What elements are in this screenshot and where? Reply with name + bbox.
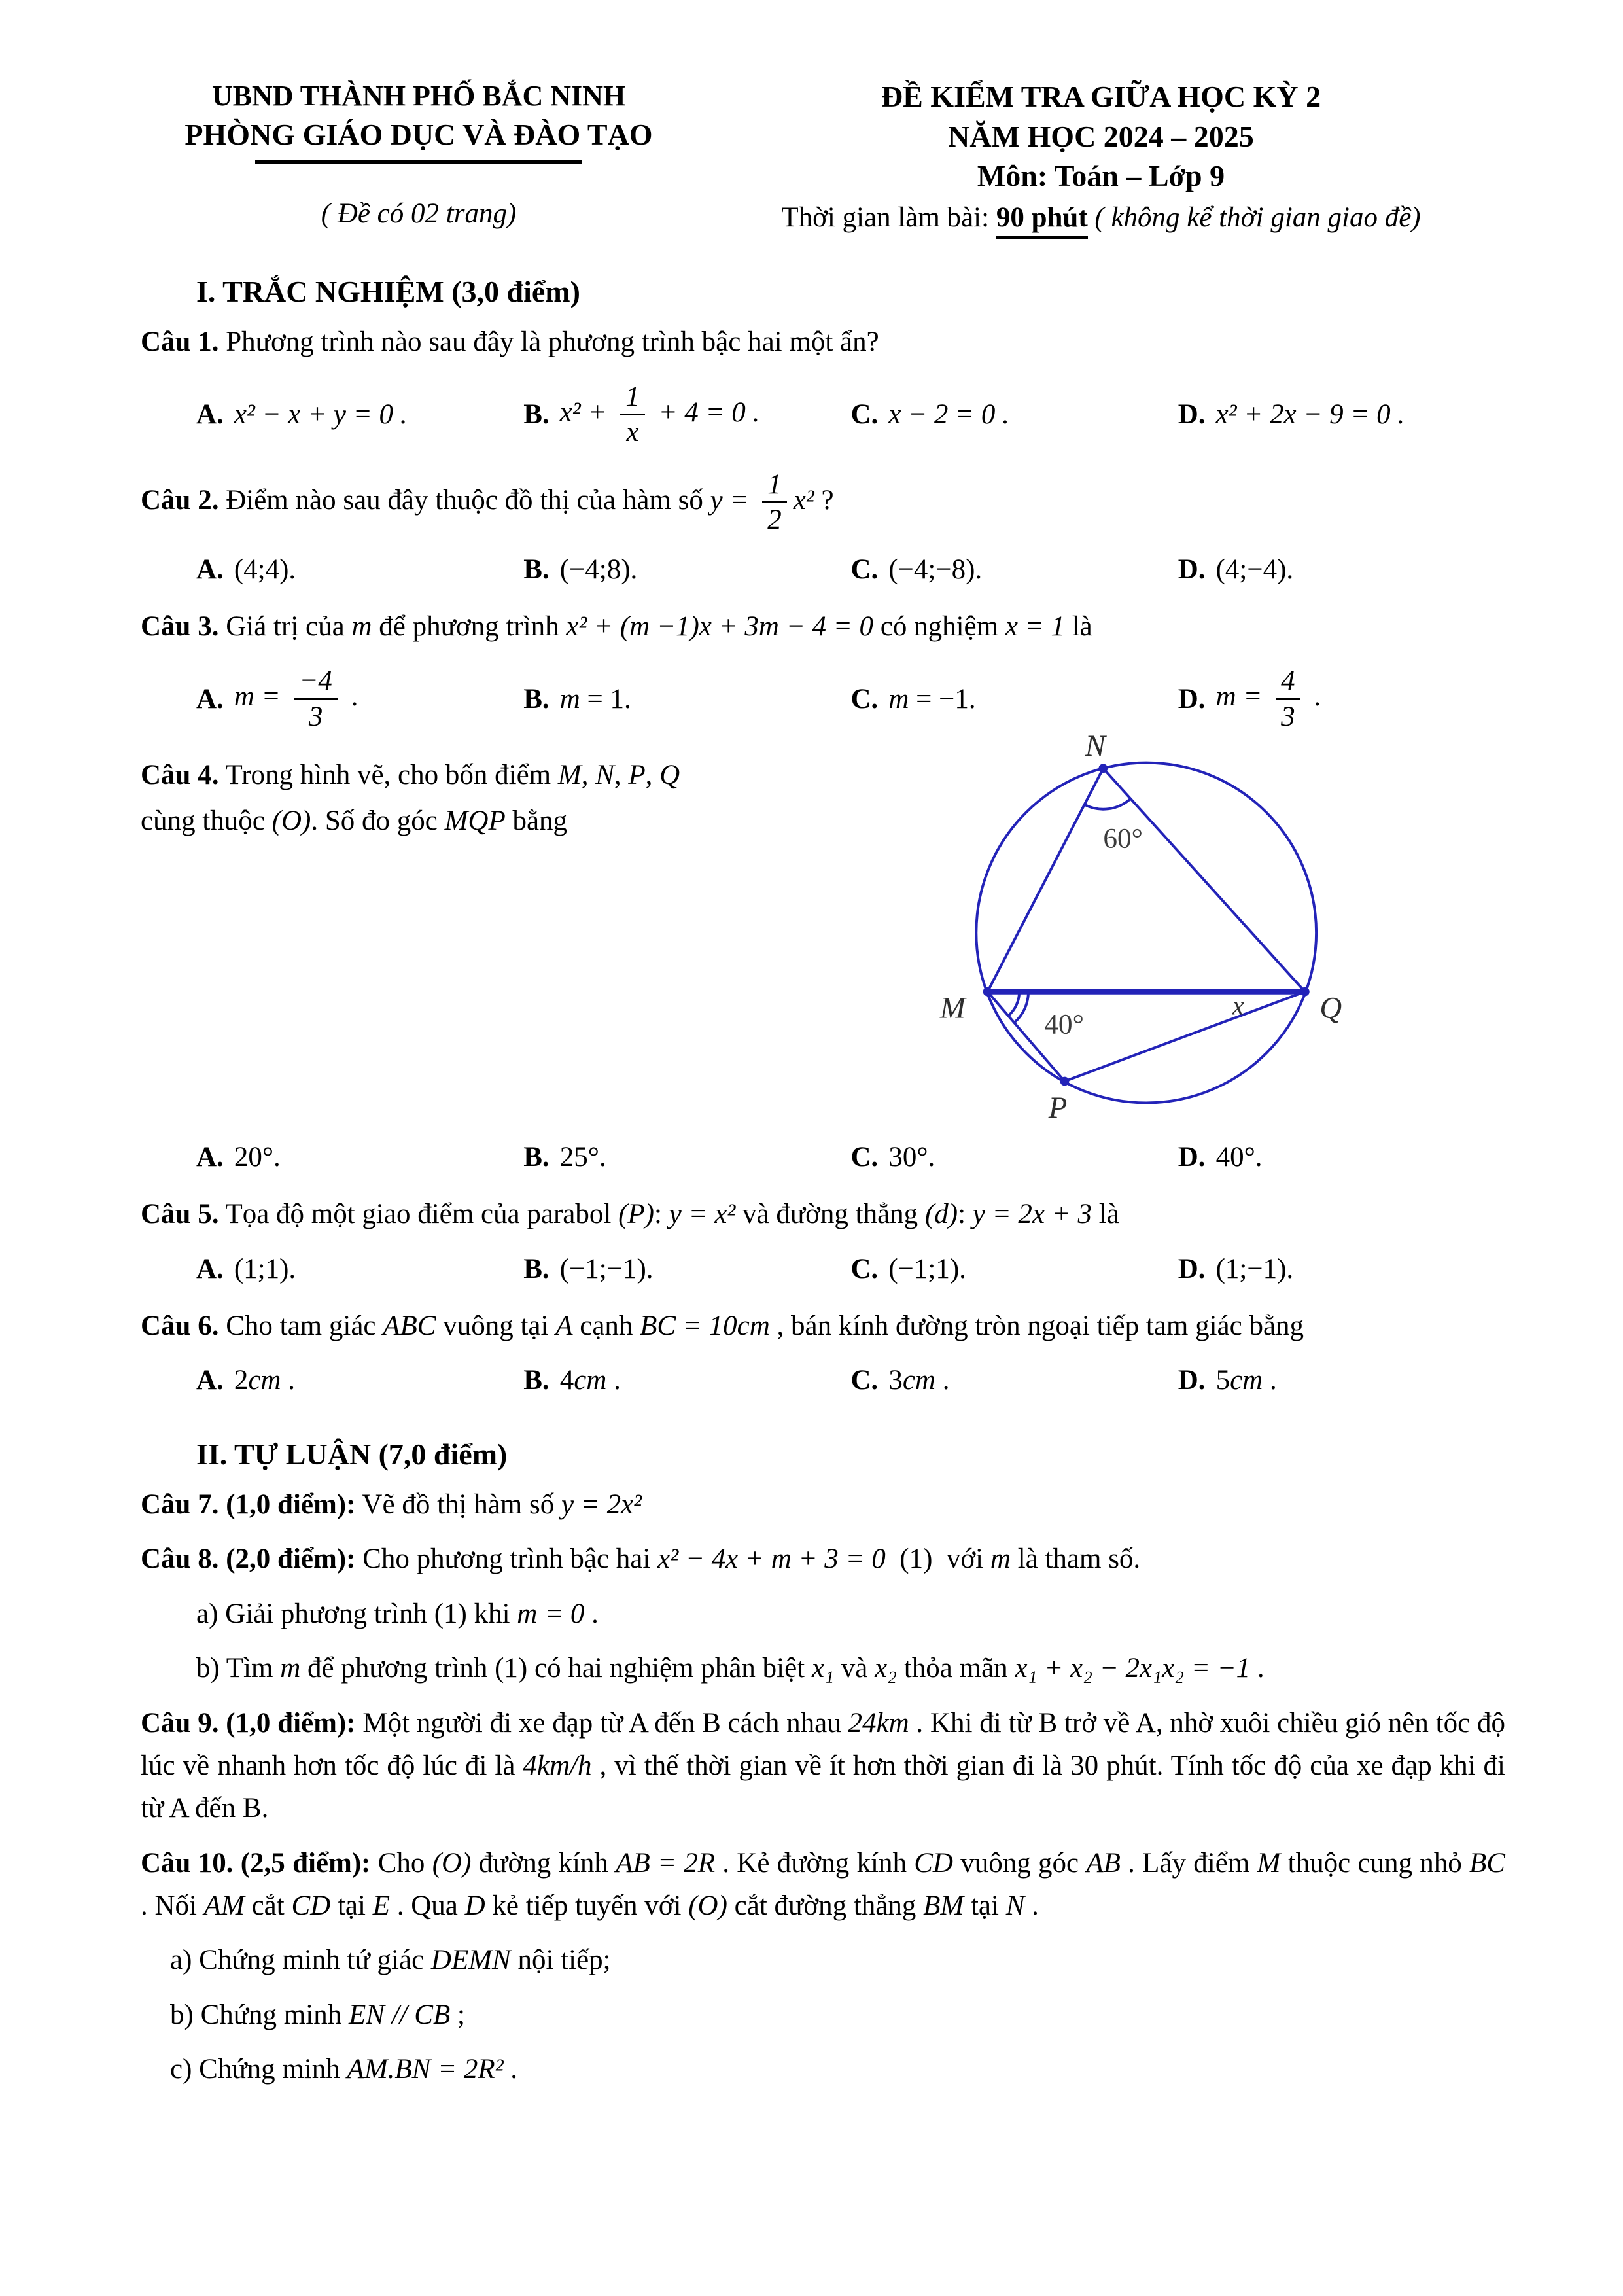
- q8-part-b: [196, 1647, 1505, 1689]
- option-letter: B.: [523, 1253, 550, 1284]
- text-segment: Câu 8. (2,0 điểm):: [141, 1544, 356, 1575]
- text-segment: và đường thẳng: [735, 1199, 925, 1230]
- text-segment: y = x²: [669, 1199, 736, 1230]
- text-segment: Câu 1.: [141, 327, 219, 358]
- text-segment: Trong hình vẽ, cho bốn điểm: [218, 760, 558, 791]
- q6-option-a: [196, 1364, 523, 1396]
- q4-stem-line2: [141, 798, 931, 844]
- q1-option-b: [523, 381, 850, 449]
- q5-option-c: [851, 1253, 1178, 1285]
- text-segment: Q: [659, 760, 680, 791]
- text-segment: b) Tìm: [196, 1653, 281, 1684]
- text-segment: E: [372, 1890, 390, 1921]
- q2-stem: [141, 468, 1505, 537]
- text-segment: BM: [923, 1890, 964, 1921]
- option-text: [560, 554, 638, 586]
- text-segment: .: [584, 1598, 599, 1629]
- text-segment: (−4;−8).: [888, 554, 983, 585]
- circle-figure: [931, 729, 1384, 1124]
- option-letter: B.: [523, 683, 550, 715]
- q8-part-a: [196, 1593, 1505, 1635]
- time-line: [697, 202, 1505, 234]
- text-segment: cm: [248, 1365, 281, 1396]
- text-segment: :: [958, 1199, 973, 1230]
- text-segment: (O): [432, 1847, 472, 1879]
- option-text: [1216, 1364, 1277, 1396]
- q3-option-b: [523, 683, 850, 715]
- text-segment: MQP: [444, 805, 506, 836]
- point-M: [983, 987, 992, 997]
- text-segment: Câu 7. (1,0 điểm):: [141, 1489, 356, 1521]
- text-segment: (−1;−1).: [559, 1253, 654, 1284]
- option-letter: A.: [196, 554, 224, 585]
- text-segment: .: [1250, 1653, 1265, 1684]
- q10-part-a: [170, 1939, 1505, 1981]
- text-segment: 4: [559, 1365, 574, 1396]
- text-segment: y = 2x + 3: [972, 1199, 1092, 1230]
- option-text: [1216, 398, 1405, 431]
- text-segment: D: [464, 1890, 485, 1921]
- text-segment: Giá trị của: [218, 610, 352, 642]
- option-text: [234, 554, 296, 586]
- q4-option-c: [851, 1141, 1178, 1173]
- option-text: [560, 1253, 654, 1285]
- option-text: [560, 381, 760, 449]
- text-segment: 20°.: [234, 1142, 281, 1173]
- text-segment: P: [628, 760, 646, 791]
- option-text: [560, 1364, 621, 1396]
- option-letter: D.: [1178, 1142, 1206, 1173]
- option-letter: C.: [850, 1142, 879, 1173]
- text-segment: DEMN: [430, 1945, 511, 1976]
- q5-option-b: [523, 1253, 850, 1285]
- text-segment: Cho tam giác: [218, 1310, 383, 1341]
- text-segment: .: [343, 681, 358, 713]
- text-segment: = 1.: [580, 683, 631, 715]
- text-segment: cm: [574, 1365, 607, 1396]
- option-letter: A.: [196, 1253, 224, 1284]
- angle-arc-N: [1085, 799, 1130, 809]
- text-segment: x = 1: [1005, 610, 1065, 642]
- text-segment: để phương trình (1) có hai nghiệm phân biệt: [300, 1653, 812, 1684]
- option-letter: D.: [1178, 683, 1206, 715]
- figure-labels: [939, 730, 1342, 1125]
- text-segment: Câu 4.: [141, 760, 219, 791]
- text-segment: 3: [888, 1365, 903, 1396]
- text-segment: m =: [234, 681, 288, 713]
- text-segment: y = 2x²: [561, 1489, 642, 1521]
- fraction: $\frac{1}{x}$: [620, 382, 645, 448]
- q10-stem: [141, 1842, 1505, 1928]
- q2-option-d: [1178, 554, 1505, 586]
- text-segment: (1) với: [885, 1544, 990, 1575]
- text-segment: AM.BN = 2R²: [347, 2054, 504, 2085]
- header: [141, 77, 1505, 234]
- text-segment: cùng thuộc: [141, 805, 272, 836]
- option-text: [888, 398, 1009, 431]
- point-Q: [1300, 987, 1310, 997]
- label-M: M: [939, 991, 966, 1025]
- text-segment: 25°.: [559, 1142, 606, 1173]
- q5-option-a: [196, 1253, 523, 1285]
- text-segment: BC: [1469, 1847, 1505, 1879]
- text-segment: thuộc cung nhỏ: [1280, 1847, 1470, 1879]
- text-segment: m: [888, 683, 909, 715]
- q3-stem: [141, 605, 1505, 648]
- option-letter: A.: [196, 1365, 224, 1396]
- text-segment: x₂: [875, 1653, 898, 1684]
- text-segment: là tham số.: [1010, 1544, 1141, 1575]
- q2-option-b: [523, 554, 850, 586]
- q4-stem: [141, 752, 931, 843]
- figure-points: [983, 764, 1310, 1086]
- text-segment: m: [351, 610, 372, 642]
- q1-stem: [141, 321, 1505, 363]
- text-segment: y =: [710, 484, 756, 516]
- option-text: [234, 398, 408, 431]
- option-letter: B.: [523, 554, 550, 585]
- option-letter: D.: [1178, 1253, 1206, 1284]
- text-segment: ,: [581, 760, 596, 791]
- option-text: [234, 665, 358, 733]
- q3-option-c: [851, 683, 1178, 715]
- text-segment: Phương trình nào sau đây là phương trình bậc hai một ẩn?: [218, 327, 879, 358]
- text-segment: ABC: [383, 1310, 436, 1341]
- text-segment: M: [557, 760, 582, 791]
- text-segment: tại: [330, 1890, 373, 1921]
- text-segment: m: [990, 1544, 1011, 1575]
- text-segment: .: [1263, 1365, 1277, 1396]
- text-segment: và: [833, 1653, 875, 1684]
- text-segment: x²: [793, 484, 814, 516]
- text-segment: 4km/h: [523, 1750, 592, 1781]
- text-segment: .: [503, 2054, 518, 2085]
- q4-stem-line1: [141, 752, 931, 798]
- text-segment: .: [1024, 1890, 1039, 1921]
- text-segment: AM: [203, 1890, 245, 1921]
- option-letter: B.: [523, 399, 550, 431]
- option-letter: C.: [850, 1365, 879, 1396]
- fraction: $\frac{1}{2}$: [762, 470, 787, 535]
- text-segment: cm: [902, 1365, 935, 1396]
- text-segment: . Lấy điểm: [1120, 1847, 1257, 1879]
- label-P: P: [1048, 1091, 1068, 1125]
- option-text: [1216, 1141, 1263, 1173]
- point-N: [1098, 764, 1108, 773]
- text-segment: (O): [688, 1890, 727, 1921]
- header-rule: [255, 160, 582, 164]
- option-text: [560, 1141, 606, 1173]
- text-segment: . Nối: [141, 1890, 204, 1921]
- text-segment: EN // CB: [348, 1999, 451, 2030]
- text-segment: Câu 9. (1,0 điểm):: [141, 1707, 356, 1739]
- text-segment: 5: [1215, 1365, 1230, 1396]
- label-angle-40: 40°: [1044, 1009, 1084, 1041]
- text-segment: x² + 2x − 9 = 0 .: [1215, 399, 1405, 431]
- q5-options: [196, 1253, 1505, 1285]
- text-segment: m =: [1215, 681, 1270, 713]
- text-segment: Vẽ đồ thị hàm số: [355, 1489, 561, 1521]
- q4-option-a: [196, 1141, 523, 1173]
- option-text: [1216, 1253, 1294, 1285]
- point-P: [1060, 1077, 1069, 1086]
- text-segment: Điểm nào sau đây thuộc đồ thị của hàm số: [218, 484, 710, 516]
- text-segment: BC = 10cm: [640, 1310, 770, 1341]
- option-text: [234, 1364, 295, 1396]
- q6-stem: [141, 1305, 1505, 1347]
- option-text: [234, 1141, 281, 1173]
- text-segment: cạnh: [572, 1310, 640, 1341]
- text-segment: x² − 4x + m + 3 = 0: [657, 1544, 886, 1575]
- label-angle-60: 60°: [1103, 822, 1143, 855]
- label-Q: Q: [1319, 991, 1342, 1025]
- fraction: $\frac{4}{3}$: [1276, 666, 1300, 732]
- text-segment: thỏa mãn: [897, 1653, 1015, 1684]
- time-duration: 90 phút: [996, 202, 1088, 239]
- text-segment: x − 2 = 0 .: [888, 399, 1009, 431]
- text-segment: (−4;8).: [559, 554, 638, 585]
- text-segment: (O): [271, 805, 311, 836]
- q1-option-a: [196, 398, 523, 431]
- time-note: ( không kể thời gian giao đề): [1087, 202, 1421, 234]
- text-segment: Một người đi xe đạp từ A đến B cách nhau: [355, 1707, 848, 1739]
- q4-block: [141, 729, 1505, 1125]
- option-text: [888, 683, 975, 715]
- q1-option-d: [1178, 398, 1505, 431]
- text-segment: AB = 2R: [616, 1847, 716, 1879]
- text-segment: là: [1064, 610, 1092, 642]
- text-segment: + 4 = 0 .: [651, 397, 760, 428]
- text-segment: , vì thế thời gian về ít hơn thời gian đi là 30 phút. Tính tốc độ của xe đạp khi đi từ A đến B.: [141, 1750, 1505, 1824]
- q5-option-d: [1178, 1253, 1505, 1285]
- q6-option-b: [523, 1364, 850, 1396]
- figure-lines: [976, 763, 1316, 1103]
- time-prefix: Thời gian làm bài:: [781, 202, 996, 234]
- text-segment: CD: [291, 1890, 331, 1921]
- text-segment: ;: [450, 1999, 465, 2030]
- text-segment: cắt: [244, 1890, 292, 1921]
- q10-part-c: [170, 2048, 1505, 2091]
- text-segment: a) Chứng minh tứ giác: [170, 1945, 431, 1976]
- text-segment: . Qua: [389, 1890, 465, 1921]
- text-segment: vuông tại: [436, 1310, 556, 1341]
- text-segment: Câu 2.: [141, 484, 219, 516]
- q9-stem: [141, 1702, 1505, 1830]
- text-segment: (4;−4).: [1215, 554, 1294, 585]
- text-segment: .: [606, 1365, 621, 1396]
- text-segment: ?: [814, 484, 834, 516]
- text-segment: 40°.: [1215, 1142, 1263, 1173]
- text-segment: tại: [964, 1890, 1006, 1921]
- text-segment: nội tiếp;: [510, 1945, 611, 1976]
- option-letter: D.: [1178, 554, 1206, 585]
- text-segment: . Kẻ đường kính: [715, 1847, 915, 1879]
- text-segment: để phương trình: [372, 610, 567, 642]
- page-count-note: ( Đề có 02 trang): [321, 198, 517, 229]
- text-segment: . Khi đi từ B trở về A, nhờ xuôi chiều gió nên tốc độ lúc về nhanh hơn tốc độ lúc đi là: [141, 1707, 1505, 1781]
- text-segment: ,: [614, 760, 629, 791]
- text-segment: CD: [914, 1847, 953, 1879]
- option-text: [888, 554, 982, 586]
- option-text: [1216, 554, 1294, 586]
- text-segment: (1;−1).: [1215, 1253, 1294, 1284]
- text-segment: m = 0: [517, 1598, 585, 1629]
- text-segment: 2: [234, 1365, 249, 1396]
- text-segment: .: [1306, 681, 1321, 713]
- option-text: [1216, 665, 1321, 733]
- text-segment: (−1;1).: [888, 1253, 966, 1284]
- q4-option-b: [523, 1141, 850, 1173]
- text-segment: m: [280, 1653, 301, 1684]
- header-left: [141, 77, 697, 230]
- q4-option-d: [1178, 1141, 1505, 1173]
- chord-PQ: [1064, 992, 1304, 1082]
- q2-options: [196, 554, 1505, 586]
- text-segment: cm: [1230, 1365, 1263, 1396]
- text-segment: .: [281, 1365, 295, 1396]
- option-text: [888, 1141, 935, 1173]
- school-year: NĂM HỌC 2024 – 2025: [948, 119, 1254, 153]
- text-segment: AB: [1086, 1847, 1121, 1879]
- option-letter: C.: [850, 554, 879, 585]
- option-letter: B.: [523, 1142, 550, 1173]
- text-segment: Tọa độ một giao điểm của parabol: [218, 1199, 619, 1230]
- text-segment: 30°.: [888, 1142, 935, 1173]
- text-segment: đường kính: [471, 1847, 616, 1879]
- text-segment: Câu 3.: [141, 610, 219, 642]
- text-segment: = −1.: [909, 683, 976, 715]
- q3-option-a: [196, 665, 523, 733]
- q6-option-d: [1178, 1364, 1505, 1396]
- text-segment: Câu 6.: [141, 1310, 219, 1341]
- q5-stem: [141, 1193, 1505, 1235]
- text-segment: có nghiệm: [873, 610, 1005, 642]
- text-segment: Câu 10. (2,5 điểm):: [141, 1847, 371, 1879]
- section-1-title: I. TRẮC NGHIỆM (3,0 điểm): [196, 275, 580, 309]
- q8-stem: [141, 1538, 1505, 1580]
- header-right: [697, 77, 1505, 234]
- text-segment: là: [1092, 1199, 1119, 1230]
- text-segment: x² + (m −1)x + 3m − 4 = 0: [566, 610, 873, 642]
- text-segment: x₁ + x₂ − 2x₁x₂ = −1: [1015, 1653, 1251, 1684]
- text-segment: (4;4).: [234, 554, 296, 585]
- text-segment: A: [555, 1310, 573, 1341]
- option-text: [234, 1253, 296, 1285]
- text-segment: cắt đường thẳng: [727, 1890, 924, 1921]
- option-letter: A.: [196, 1142, 224, 1173]
- text-segment: . Số đo góc: [311, 805, 445, 836]
- option-text: [560, 683, 631, 715]
- text-segment: m: [559, 683, 580, 715]
- q3-options: [196, 665, 1505, 733]
- q7-stem: [141, 1483, 1505, 1526]
- q1-option-c: [851, 398, 1178, 431]
- fraction: $\frac{-4}{3}$: [294, 666, 338, 732]
- option-letter: D.: [1178, 1365, 1206, 1396]
- option-letter: C.: [850, 399, 879, 431]
- text-segment: N: [1005, 1890, 1025, 1921]
- issuer-line1: UBND THÀNH PHỐ BẮC NINH: [211, 80, 626, 112]
- text-segment: x² − x + y = 0 .: [234, 399, 408, 431]
- text-segment: Cho: [370, 1847, 432, 1879]
- label-N: N: [1085, 729, 1106, 764]
- text-segment: .: [935, 1365, 950, 1396]
- text-segment: b) Chứng minh: [170, 1999, 349, 2030]
- q6-options: [196, 1364, 1505, 1396]
- option-letter: C.: [850, 683, 879, 715]
- q2-option-a: [196, 554, 523, 586]
- angle-arc-M-inner: [1008, 992, 1019, 1016]
- text-segment: bằng: [505, 805, 568, 836]
- text-segment: M: [1257, 1847, 1281, 1879]
- q10-part-b: [170, 1994, 1505, 2036]
- q4-options: [196, 1141, 1505, 1173]
- option-letter: B.: [523, 1365, 550, 1396]
- section-2-title: II. TỰ LUẬN (7,0 điểm): [196, 1438, 508, 1472]
- text-segment: x² +: [559, 397, 614, 428]
- text-segment: a) Giải phương trình (1) khi: [196, 1598, 517, 1629]
- q3-option-d: [1178, 665, 1505, 733]
- q2-option-c: [851, 554, 1178, 586]
- text-segment: Cho phương trình bậc hai: [355, 1544, 658, 1575]
- text-segment: 24km: [848, 1707, 909, 1739]
- subject-line: Môn: Toán – Lớp 9: [977, 159, 1225, 193]
- text-segment: kẻ tiếp tuyến với: [485, 1890, 689, 1921]
- q1-options: [196, 381, 1505, 449]
- option-letter: A.: [196, 399, 224, 431]
- option-text: [888, 1364, 949, 1396]
- text-segment: vuông góc: [952, 1847, 1087, 1879]
- text-segment: , bán kính đường tròn ngoại tiếp tam giác bằng: [769, 1310, 1304, 1341]
- chord-NQ: [1103, 769, 1304, 992]
- issuer-line2: PHÒNG GIÁO DỤC VÀ ĐÀO TẠO: [184, 118, 653, 152]
- text-segment: :: [654, 1199, 669, 1230]
- chord-NM: [988, 769, 1104, 992]
- text-segment: Câu 5.: [141, 1199, 219, 1230]
- text-segment: (d): [924, 1199, 958, 1230]
- option-letter: A.: [196, 683, 224, 715]
- option-letter: D.: [1178, 399, 1206, 431]
- text-segment: c) Chứng minh: [170, 2054, 347, 2085]
- text-segment: (P): [618, 1199, 654, 1230]
- text-segment: N: [595, 760, 614, 791]
- label-angle-x: x: [1232, 991, 1244, 1021]
- text-segment: ,: [645, 760, 660, 791]
- exam-title: ĐỀ KIỂM TRA GIỮA HỌC KỲ 2: [881, 80, 1321, 113]
- text-segment: x₁: [811, 1653, 834, 1684]
- q6-option-c: [851, 1364, 1178, 1396]
- option-text: [888, 1253, 966, 1285]
- text-segment: (1;1).: [234, 1253, 296, 1284]
- option-letter: C.: [850, 1253, 879, 1284]
